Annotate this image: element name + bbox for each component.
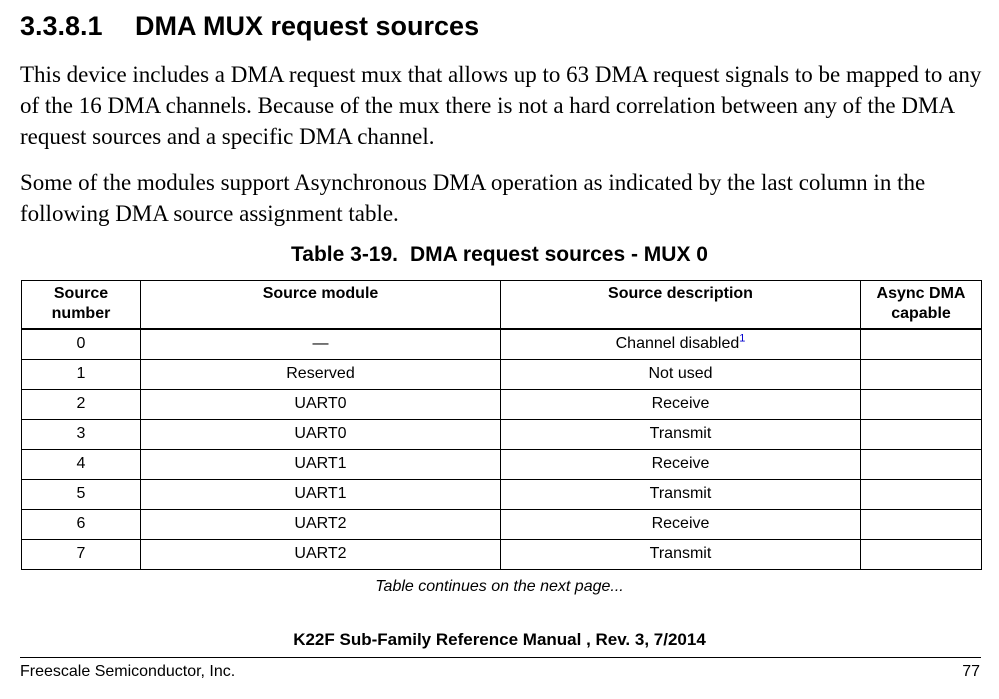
async-capable-cell xyxy=(861,359,982,389)
header-async-capable: Async DMA capable xyxy=(861,281,982,329)
table-row xyxy=(22,539,982,569)
table-caption-title: DMA request sources - MUX 0 xyxy=(410,243,708,266)
section-heading xyxy=(20,8,479,44)
header-source-module: Source module xyxy=(141,281,501,329)
manual-title: K22F Sub-Family Reference Manual , Rev. 3, 7/2014 xyxy=(293,630,706,649)
source-module-cell xyxy=(141,539,501,569)
source-description-cell-text: Transmit xyxy=(649,545,712,562)
page-number: 77 xyxy=(962,663,980,680)
source-module-cell xyxy=(141,509,501,539)
source-module-cell xyxy=(141,419,501,449)
source-description-cell xyxy=(501,359,861,389)
source-description-cell xyxy=(501,419,861,449)
table-header-row xyxy=(22,281,982,329)
source-number-cell-text: 6 xyxy=(76,515,86,532)
table-row xyxy=(22,419,982,449)
source-number-cell-text: 3 xyxy=(76,425,86,442)
source-description-cell-text: Transmit xyxy=(649,425,712,442)
intro-paragraph: This device includes a DMA request mux that allows up to 63 DMA request signals to be mapped to any of the 16 DMA channels. Because of the mux there is not a hard correlation between any of the DMA request sources and a specific DMA channel. xyxy=(20,62,982,149)
table-continues-note: Table continues on the next page... xyxy=(375,578,624,595)
header-source-description: Source description xyxy=(501,281,861,329)
source-module-cell xyxy=(141,449,501,479)
source-module-cell-text: UART2 xyxy=(294,545,347,562)
source-description-cell xyxy=(501,329,861,360)
source-module-cell xyxy=(141,479,501,509)
table-row xyxy=(22,449,982,479)
source-number-cell xyxy=(22,509,141,539)
table-row xyxy=(22,389,982,419)
source-module-cell-text: UART1 xyxy=(294,455,347,472)
source-description-cell xyxy=(501,509,861,539)
table-row xyxy=(22,479,982,509)
footnote-marker[interactable]: 1 xyxy=(739,332,746,345)
source-description-cell-text: Receive xyxy=(651,515,710,532)
source-number-cell xyxy=(22,359,141,389)
async-capable-cell xyxy=(861,389,982,419)
section-title: DMA MUX request sources xyxy=(135,11,480,41)
source-number-cell xyxy=(22,329,141,360)
async-paragraph: Some of the modules support Asynchronous DMA operation as indicated by the last column in the following DMA source assignment table. xyxy=(20,170,926,226)
source-module-cell xyxy=(141,389,501,419)
async-capable-cell xyxy=(861,509,982,539)
source-number-cell xyxy=(22,389,141,419)
source-description-cell xyxy=(501,539,861,569)
source-module-cell-text: UART0 xyxy=(294,395,347,412)
footer-company: Freescale Semiconductor, Inc. xyxy=(20,663,236,680)
table-caption xyxy=(0,241,999,269)
section-number: 3.3.8.1 xyxy=(20,11,103,41)
source-number-cell-text: 4 xyxy=(76,455,86,472)
table-row xyxy=(22,359,982,389)
header-source-number: Source number xyxy=(22,281,141,329)
source-module-cell-text: Reserved xyxy=(286,365,355,382)
source-description-cell-text: Channel disabled xyxy=(615,335,740,352)
source-module-cell-text: UART2 xyxy=(294,515,347,532)
table-caption-number: Table 3-19. xyxy=(291,243,399,266)
source-number-cell xyxy=(22,449,141,479)
source-module-cell xyxy=(141,329,501,360)
source-number-cell-text: 5 xyxy=(76,485,86,502)
source-number-cell xyxy=(22,539,141,569)
async-capable-cell xyxy=(861,539,982,569)
async-capable-cell xyxy=(861,419,982,449)
dma-request-sources-table xyxy=(21,280,982,570)
source-number-cell-text: 2 xyxy=(76,395,86,412)
source-number-cell xyxy=(22,419,141,449)
source-module-cell-text: UART1 xyxy=(294,485,347,502)
source-description-cell-text: Transmit xyxy=(649,485,712,502)
source-number-cell-text: 1 xyxy=(76,365,86,382)
source-description-cell xyxy=(501,479,861,509)
table-row xyxy=(22,329,982,360)
source-description-cell-text: Receive xyxy=(651,455,710,472)
source-module-cell-text: UART0 xyxy=(294,425,347,442)
source-number-cell xyxy=(22,479,141,509)
source-number-cell-text: 7 xyxy=(76,545,86,562)
source-description-cell xyxy=(501,389,861,419)
source-description-cell-text: Receive xyxy=(651,395,710,412)
async-capable-cell xyxy=(861,479,982,509)
footer-divider xyxy=(20,657,981,658)
source-number-cell-text: 0 xyxy=(76,335,86,352)
async-capable-cell xyxy=(861,329,982,360)
source-module-cell-text: — xyxy=(312,335,329,352)
table-row xyxy=(22,509,982,539)
async-capable-cell xyxy=(861,449,982,479)
source-description-cell-text: Not used xyxy=(648,365,713,382)
source-description-cell xyxy=(501,449,861,479)
source-module-cell xyxy=(141,359,501,389)
